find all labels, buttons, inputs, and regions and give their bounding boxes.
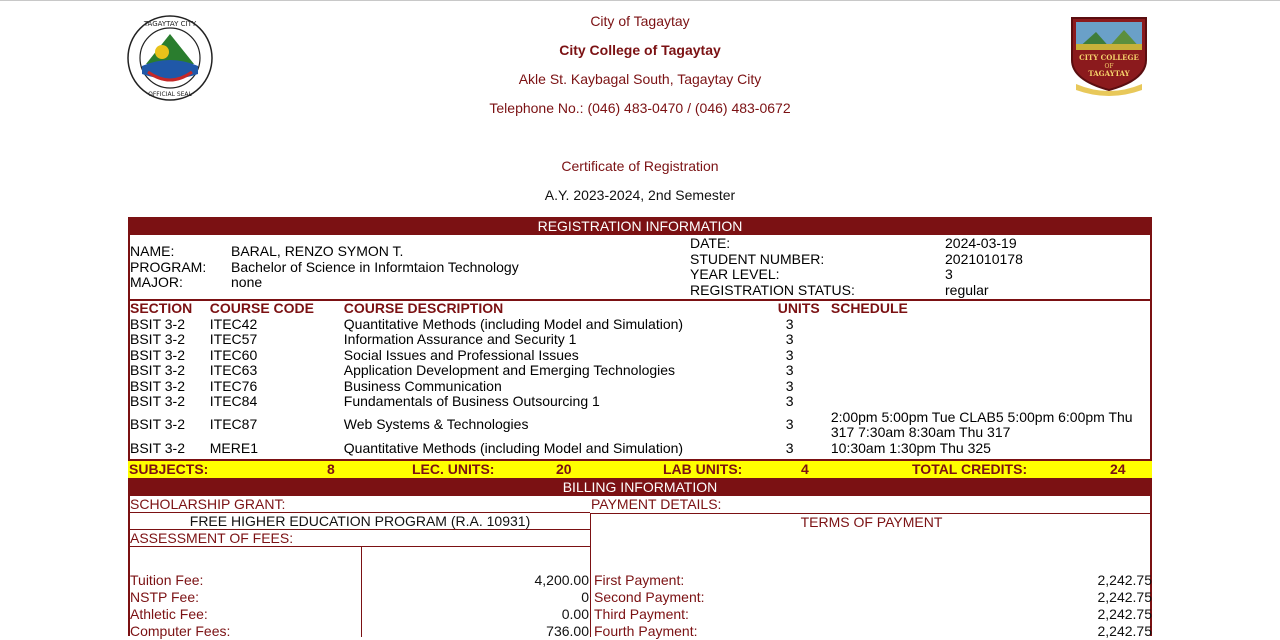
payment-label: First Payment:: [594, 572, 685, 588]
course-row: [130, 394, 1150, 410]
billing-section: [128, 496, 1152, 639]
scholarship-label: SCHOLARSHIP GRANT:: [130, 496, 590, 513]
lab-units-label: LAB UNITS:: [663, 461, 743, 477]
status-label: REGISTRATION STATUS:: [690, 281, 855, 298]
college-address: Akle St. Kaybagal South, Tagaytay City: [518, 71, 762, 87]
college-name: City College of Tagaytay: [559, 42, 721, 58]
major-label: MAJOR:: [130, 274, 183, 290]
terms-of-payment: TERMS OF PAYMENT: [590, 513, 1152, 564]
course-description: Business Communication: [343, 377, 502, 394]
fee-amount: 4,200.00: [534, 572, 589, 588]
course-code: ITEC84: [209, 393, 258, 409]
student-name: BARAL, RENZO SYMON T.: [231, 243, 404, 259]
payment-label: Second Payment:: [594, 589, 705, 605]
course-schedule: [831, 317, 1150, 333]
course-units: 3: [785, 346, 794, 363]
payment-amount: 2,242.75: [1097, 589, 1152, 605]
course-schedule: [831, 363, 1150, 379]
schedule-header: SCHEDULE: [830, 300, 908, 316]
course-description: Information Assurance and Security 1: [343, 331, 577, 347]
course-section: BSIT 3-2: [130, 416, 185, 433]
course-code: ITEC63: [209, 362, 258, 378]
registration-title: REGISTRATION INFORMATION: [128, 217, 1152, 235]
year-level-value: 3: [945, 266, 953, 282]
date-value: 2024-03-19: [945, 235, 1017, 251]
course-section: BSIT 3-2: [130, 439, 185, 456]
course-row: [130, 332, 1150, 348]
course-description: Social Issues and Professional Issues: [343, 346, 579, 363]
program-value: Bachelor of Science in Informtaion Technology: [231, 258, 519, 275]
lab-units-value: 4: [801, 461, 809, 477]
course-description: Quantitative Methods (including Model and Simulation): [343, 439, 684, 456]
student-number-label: STUDENT NUMBER:: [690, 250, 825, 267]
course-row: [130, 348, 1150, 364]
courses-header-row: [130, 301, 1150, 317]
svg-text:OF: OF: [1104, 63, 1114, 70]
units-summary: [128, 461, 1152, 478]
svg-text:CITY COLLEGE: CITY COLLEGE: [1079, 53, 1139, 62]
course-units: 3: [785, 439, 794, 456]
course-section: BSIT 3-2: [130, 346, 185, 363]
fee-label: Tuition Fee:: [130, 572, 204, 588]
course-units: 3: [785, 331, 794, 347]
course-units: 3: [785, 416, 794, 433]
course-description: Application Development and Emerging Technologies: [343, 362, 676, 378]
course-schedule: 2:00pm 5:00pm Tue CLAB5 5:00pm 6:00pm Thu 317 7:30am 8:30am Thu 317: [830, 408, 1133, 440]
name-label: NAME:: [130, 243, 175, 259]
courses-table: [130, 301, 1150, 456]
top-border: [0, 0, 1280, 1]
fee-divider: [590, 547, 591, 637]
academic-year: A.Y. 2023-2024, 2nd Semester: [544, 187, 736, 203]
course-description: Web Systems & Technologies: [343, 416, 529, 433]
lec-units-label: LEC. UNITS:: [412, 461, 495, 477]
program-label: PROGRAM:: [130, 258, 207, 275]
assessment-label: ASSESSMENT OF FEES:: [130, 530, 590, 547]
course-units: 3: [785, 315, 794, 332]
course-section: BSIT 3-2: [130, 315, 185, 332]
fee-amount: 0: [581, 589, 589, 605]
payment-amount: 2,242.75: [1097, 606, 1152, 622]
course-section: BSIT 3-2: [130, 331, 185, 347]
lec-units-value: 20: [556, 461, 572, 477]
course-schedule: [831, 379, 1150, 395]
payment-details-label: PAYMENT DETAILS:: [591, 496, 722, 512]
telephone: Telephone No.: (046) 483-0470 / (046) 483-0672: [489, 100, 791, 116]
svg-text:TAGAYTAY CITY: TAGAYTAY CITY: [143, 20, 197, 28]
course-code: ITEC76: [209, 377, 258, 394]
course-schedule: 10:30am 1:30pm Thu 325: [830, 439, 991, 456]
total-credits-value: 24: [1110, 461, 1126, 477]
total-credits-label: TOTAL CREDITS:: [912, 461, 1028, 477]
payment-amount: 2,242.75: [1097, 572, 1152, 588]
code-header: COURSE CODE: [209, 300, 314, 316]
student-number-value: 2021010178: [945, 250, 1023, 267]
payment-label: Fourth Payment:: [594, 623, 698, 639]
subjects-count: 8: [327, 461, 335, 477]
student-info: [128, 235, 1152, 301]
course-schedule: [831, 332, 1150, 348]
course-units: 3: [785, 393, 794, 409]
course-description: Quantitative Methods (including Model and Simulation): [343, 315, 684, 332]
city-name: City of Tagaytay: [590, 13, 690, 29]
course-units: 3: [785, 362, 794, 378]
course-row: [130, 441, 1150, 457]
status-value: regular: [945, 281, 989, 298]
year-level-label: YEAR LEVEL:: [690, 266, 780, 282]
units-header: UNITS: [777, 300, 820, 316]
course-row: [130, 410, 1150, 441]
description-header: COURSE DESCRIPTION: [343, 300, 504, 316]
course-section: BSIT 3-2: [130, 377, 185, 394]
course-units: 3: [785, 377, 794, 394]
course-code: MERE1: [209, 439, 258, 456]
course-code: ITEC87: [209, 416, 258, 433]
svg-text:TAGAYTAY: TAGAYTAY: [1088, 69, 1130, 78]
course-code: ITEC42: [209, 315, 258, 332]
course-row: [130, 363, 1150, 379]
course-schedule: [831, 348, 1150, 364]
course-schedule: [831, 394, 1150, 410]
registration-section: [128, 217, 1152, 639]
fee-label: Athletic Fee:: [130, 606, 208, 622]
scholarship-value: FREE HIGHER EDUCATION PROGRAM (R.A. 10931): [130, 513, 590, 530]
fee-amount: 0.00: [561, 606, 589, 622]
section-header: SECTION: [130, 300, 193, 316]
date-label: DATE:: [690, 235, 731, 251]
fee-label: NSTP Fee:: [130, 589, 199, 605]
course-code: ITEC57: [209, 331, 258, 347]
course-row: [130, 317, 1150, 333]
course-code: ITEC60: [209, 346, 258, 363]
major-value: none: [231, 274, 263, 290]
course-section: BSIT 3-2: [130, 362, 185, 378]
course-description: Fundamentals of Business Outsourcing 1: [343, 393, 600, 409]
subjects-label: SUBJECTS:: [129, 461, 209, 477]
fee-amount: 736.00: [546, 623, 589, 639]
billing-title: BILLING INFORMATION: [128, 478, 1152, 496]
certificate-title: Certificate of Registration: [561, 158, 719, 174]
payment-label: Third Payment:: [594, 606, 689, 622]
course-row: [130, 379, 1150, 395]
fee-label: Computer Fees:: [130, 623, 231, 639]
payment-amount: 2,242.75: [1097, 623, 1152, 639]
courses-section: [128, 301, 1152, 461]
course-section: BSIT 3-2: [130, 393, 185, 409]
svg-text:OFFICIAL SEAL: OFFICIAL SEAL: [148, 91, 192, 98]
